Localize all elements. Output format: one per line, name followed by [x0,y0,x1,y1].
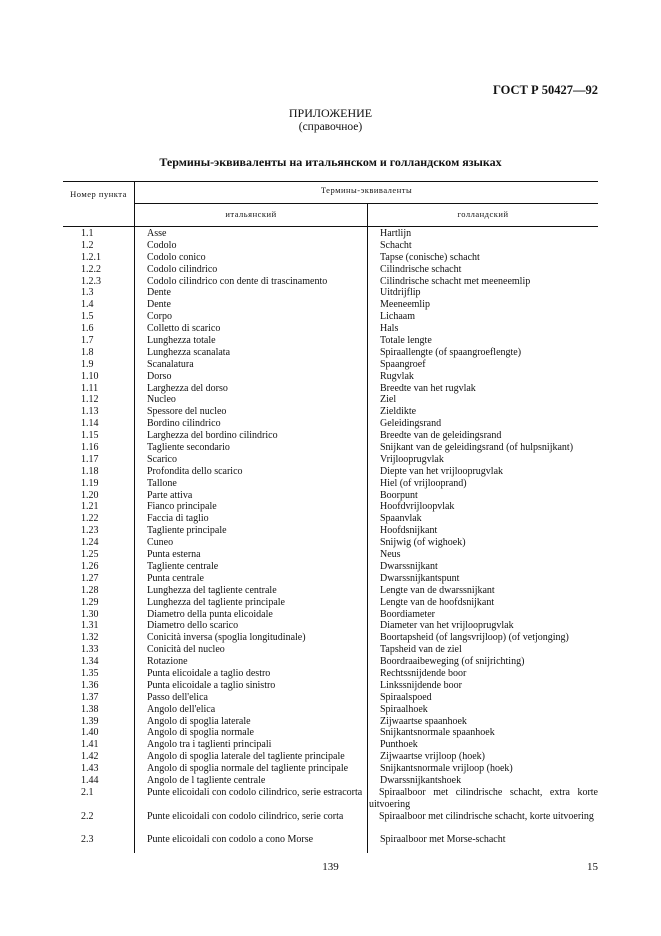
italian-cell: Punte elicoidali con codolo cilindrico, serie estracorta [147,786,363,798]
table-row [63,763,598,775]
table-row [63,656,598,668]
dutch-cell: Linkssnijdende boor [380,679,462,691]
number-cell: 1.30 [81,608,99,620]
number-cell: 1.18 [81,465,99,477]
appendix-title: ПРИЛОЖЕНИЕ [288,106,373,120]
number-cell: 1.24 [81,537,99,549]
italian-cell: Spessore del nucleo [147,406,227,418]
dutch-cell: Spiraalboor met cilindrische schacht, korte uitvoering [379,810,594,822]
italian-cell: Parte attiva [147,489,193,501]
table-row [63,751,598,763]
italian-cell: Angolo dell'elica [147,703,216,715]
header-number: Номер пункта [70,189,127,199]
italian-cell: Conicità del nucleo [147,644,225,656]
table-row [63,430,598,442]
number-cell: 1.41 [81,739,99,751]
dutch-cell: Neus [380,549,401,561]
number-cell: 1.17 [81,453,99,465]
table-row [63,597,598,609]
dutch-cell: Rechtssnijdende boor [380,667,467,679]
table-row [63,620,598,632]
table-row [63,787,598,811]
italian-cell: Rotazione [147,656,188,668]
italian-cell: Diametro della punta elicoidale [147,608,273,620]
dutch-cell: Ziel [380,394,397,406]
document-code: ГОСТ Р 50427—92 [492,83,598,97]
table-row [63,335,598,347]
dutch-cell: Zijwaartse spaanhoek [380,715,467,727]
dutch-cell: Cilindrische schacht [380,263,462,275]
number-cell: 2.2 [81,810,94,822]
dutch-cell: Spaanvlak [380,513,422,525]
dutch-cell: Lengte van de hoofdsnijkant [380,596,495,608]
italian-cell: Codolo conico [147,251,206,263]
number-cell: 1.11 [81,382,99,394]
number-cell: 1.14 [81,418,99,430]
table-row [63,299,598,311]
number-cell: 1.6 [81,323,94,335]
number-cell: 1.2.3 [81,275,101,287]
table-row [63,442,598,454]
italian-cell: Punta elicoidale a taglio sinistro [147,679,276,691]
dutch-cell: Dwarssnijkantspunt [380,572,460,584]
italian-cell: Lunghezza scanalata [147,346,231,358]
italian-cell: Asse [147,228,167,239]
dutch-cell: Spiraalhoek [380,703,428,715]
dutch-cell: Uitdrijflip [380,287,421,299]
number-cell: 1.3 [81,287,94,299]
dutch-cell: Breedte van het rugvlak [380,382,476,394]
italian-cell: Fianco principale [147,501,217,513]
table-row [63,287,598,299]
dutch-cell: Zieldikte [380,406,417,418]
table-row [63,383,598,395]
table-row [63,466,598,478]
dutch-cell: Spaangroef [380,358,426,370]
italian-cell: Angolo tra i taglienti principali [147,739,272,751]
number-cell: 1.2.2 [81,263,101,275]
dutch-cell: Hoofdvrijloopvlak [380,501,455,513]
table-row [63,359,598,371]
italian-cell: Lunghezza del tagliente principale [147,596,285,608]
table-row [63,692,598,704]
number-cell: 1.8 [81,346,94,358]
number-cell: 1.42 [81,751,99,763]
number-cell: 1.36 [81,679,99,691]
dutch-cell: Geleidingsrand [380,418,442,430]
italian-cell: Nucleo [147,394,176,406]
italian-cell: Cuneo [147,537,174,549]
number-cell: 1.37 [81,691,99,703]
number-cell: 1.38 [81,703,99,715]
number-cell: 1.29 [81,596,99,608]
table-row [63,609,598,621]
italian-cell: Dente [147,287,171,299]
table-row [63,704,598,716]
dutch-cell: Hals [380,323,399,335]
number-cell: 1.13 [81,406,99,418]
page-number-right: 15 [587,861,598,873]
number-cell: 1.27 [81,572,99,584]
dutch-cell: Meeneemlip [380,299,430,311]
table-row [63,252,598,264]
italian-cell: Tagliente principale [147,525,227,537]
italian-cell: Angolo di spoglia normale del tagliente principale [147,763,349,775]
header-dutch: голландский [457,209,509,219]
number-cell: 2.1 [81,786,94,798]
italian-cell: Passo dell'elica [147,691,208,703]
number-cell: 2.3 [81,834,94,846]
dutch-cell: Snijkantsnormale vrijloop (hoek) [380,763,513,775]
number-cell: 1.2 [81,239,94,251]
table-row [63,371,598,383]
dutch-cell: Lengte van de dwarssnijkant [380,584,495,596]
table-row [63,680,598,692]
italian-cell: Codolo [147,239,177,251]
dutch-cell: Diepte van het vrijlooprugvlak [380,465,504,477]
dutch-cell: Snijkantsnormale spaanhoek [380,727,495,739]
italian-cell: Punta centrale [147,572,204,584]
number-cell: 1.35 [81,667,99,679]
number-cell: 1.19 [81,477,99,489]
dutch-cell: Snijwig (of wighoek) [380,537,466,549]
number-cell: 1.23 [81,525,99,537]
italian-cell: Codolo cilindrico [147,263,218,275]
dutch-cell: Schacht [380,239,412,251]
number-cell: 1.4 [81,299,94,311]
number-cell: 1.1 [81,228,94,239]
number-cell: 1.28 [81,584,99,596]
number-cell: 1.12 [81,394,99,406]
number-cell: 1.39 [81,715,99,727]
italian-cell: Angolo di spoglia normale [147,727,254,739]
table-row [63,739,598,751]
table-top-border [63,181,598,182]
appendix-heading [0,106,661,134]
dutch-cell: Zijwaartse vrijloop (hoek) [380,751,485,763]
page-number-center: 139 [322,861,339,873]
dutch-cell: Spiraalspoed [380,691,432,703]
dutch-cell: Breedte van de geleidingsrand [380,430,502,442]
table-row [63,549,598,561]
dutch-cell: Tapse (conische) schacht [380,251,480,263]
number-cell: 1.22 [81,513,99,525]
dutch-cell: Snijkant van de geleidingsrand (of hulpsnijkant) [380,442,574,454]
table-title: Термины-эквиваленты на итальянском и голландском языках [159,155,502,169]
table-row [63,490,598,502]
dutch-cell: Spiraalboor met Morse-schacht [380,834,506,846]
dutch-cell: Boortapsheid (of langsvrijloop) (of vetjonging) [380,632,569,644]
number-cell: 1.21 [81,501,99,513]
dutch-cell: Hartlijn [380,228,412,239]
italian-cell: Bordino cilindrico [147,418,221,430]
header-italian: итальянский [225,209,277,219]
italian-cell: Larghezza del dorso [147,382,228,394]
dutch-cell: Punthoek [380,739,418,751]
number-cell: 1.26 [81,560,99,572]
italian-cell: Lunghezza totale [147,335,216,347]
italian-cell: Dente [147,299,171,311]
terms-table [63,181,598,853]
dutch-cell: Spiraalboor met cilindrische schacht, extra korte uitvoering [369,786,598,810]
dutch-cell: Boordraaibeweging (of snijrichting) [380,656,525,668]
table-row [63,573,598,585]
dutch-cell: Rugvlak [380,370,414,382]
dutch-cell: Tapsheid van de ziel [380,644,462,656]
italian-cell: Tagliente secondario [147,442,230,454]
number-cell: 1.15 [81,430,99,442]
italian-cell: Diametro dello scarico [147,620,239,632]
dutch-cell: Hiel (of vrijlooprand) [380,477,467,489]
table-row [63,716,598,728]
table-row [63,454,598,466]
number-cell: 1.16 [81,442,99,454]
table-row [63,418,598,430]
number-cell: 1.7 [81,335,94,347]
table-row [63,561,598,573]
table-row [63,478,598,490]
table-row [63,632,598,644]
table-row [63,525,598,537]
number-cell: 1.32 [81,632,99,644]
table-row [63,276,598,288]
number-cell: 1.44 [81,774,99,786]
table-row [63,537,598,549]
italian-cell: Larghezza del bordino cilindrico [147,430,278,442]
table-row [63,228,598,240]
number-cell: 1.25 [81,549,99,561]
appendix-subtitle: (справочное) [298,121,363,133]
dutch-cell: Boorpunt [380,489,418,501]
italian-cell: Angolo di spoglia laterale del tagliente principale [147,751,345,763]
italian-cell: Tallone [147,477,177,489]
dutch-cell: Spiraallengte (of spaangroeflengte) [380,346,522,358]
table-row [63,727,598,739]
number-cell: 1.20 [81,489,99,501]
header-terms: Термины-эквиваленты [320,185,413,195]
table-row [63,311,598,323]
number-cell: 1.31 [81,620,99,632]
table-row [63,394,598,406]
number-cell: 1.33 [81,644,99,656]
table-row [63,501,598,513]
italian-cell: Conicità inversa (spoglia longitudinale) [147,632,306,644]
italian-cell: Scarico [147,453,177,465]
dutch-cell: Boordiameter [380,608,435,620]
italian-cell: Tagliente centrale [147,560,219,572]
number-cell: 1.10 [81,370,99,382]
dutch-cell: Dwarssnijkantshoek [380,774,462,786]
table-row [63,644,598,656]
table-row [63,323,598,335]
number-cell: 1.43 [81,763,99,775]
table-row [63,668,598,680]
italian-cell: Lunghezza del tagliente centrale [147,584,277,596]
dutch-cell: Hoofdsnijkant [380,525,438,537]
table-subheader-divider [134,203,598,204]
italian-cell: Codolo cilindrico con dente di trascinamento [147,275,328,287]
italian-cell: Colletto di scarico [147,323,221,335]
italian-cell: Punta esterna [147,549,201,561]
number-cell: 1.9 [81,358,94,370]
table-row [63,834,598,846]
number-cell: 1.40 [81,727,99,739]
dutch-cell: Lichaam [380,311,415,323]
italian-cell: Scanalatura [147,358,194,370]
italian-cell: Punta elicoidale a taglio destro [147,667,271,679]
dutch-cell: Totale lengte [380,335,432,347]
italian-cell: Angolo de l tagliente centrale [147,774,266,786]
dutch-cell: Vrijlooprugvlak [380,453,444,465]
table-row [63,775,598,787]
table-row [63,240,598,252]
italian-cell: Corpo [147,311,172,323]
dutch-cell: Cilindrische schacht met meeneemlip [380,275,531,287]
italian-cell: Angolo di spoglia laterale [147,715,251,727]
dutch-cell: Dwarssnijkant [380,560,438,572]
italian-cell: Dorso [147,370,172,382]
table-row [63,585,598,597]
italian-cell: Punte elicoidali con codolo a cono Morse [147,834,314,846]
italian-cell: Faccia di taglio [147,513,209,525]
number-cell: 1.2.1 [81,251,101,263]
table-row [63,347,598,359]
table-row [63,406,598,418]
table-header-bottom-border [63,226,598,227]
italian-cell: Profondita dello scarico [147,465,243,477]
number-cell: 1.5 [81,311,94,323]
table-row [63,513,598,525]
table-body [63,228,598,846]
italian-cell: Punte elicoidali con codolo cilindrico, serie corta [147,810,344,822]
dutch-cell: Diameter van het vrijlooprugvlak [380,620,514,632]
table-row [63,811,598,835]
number-cell: 1.34 [81,656,99,668]
table-row [63,264,598,276]
